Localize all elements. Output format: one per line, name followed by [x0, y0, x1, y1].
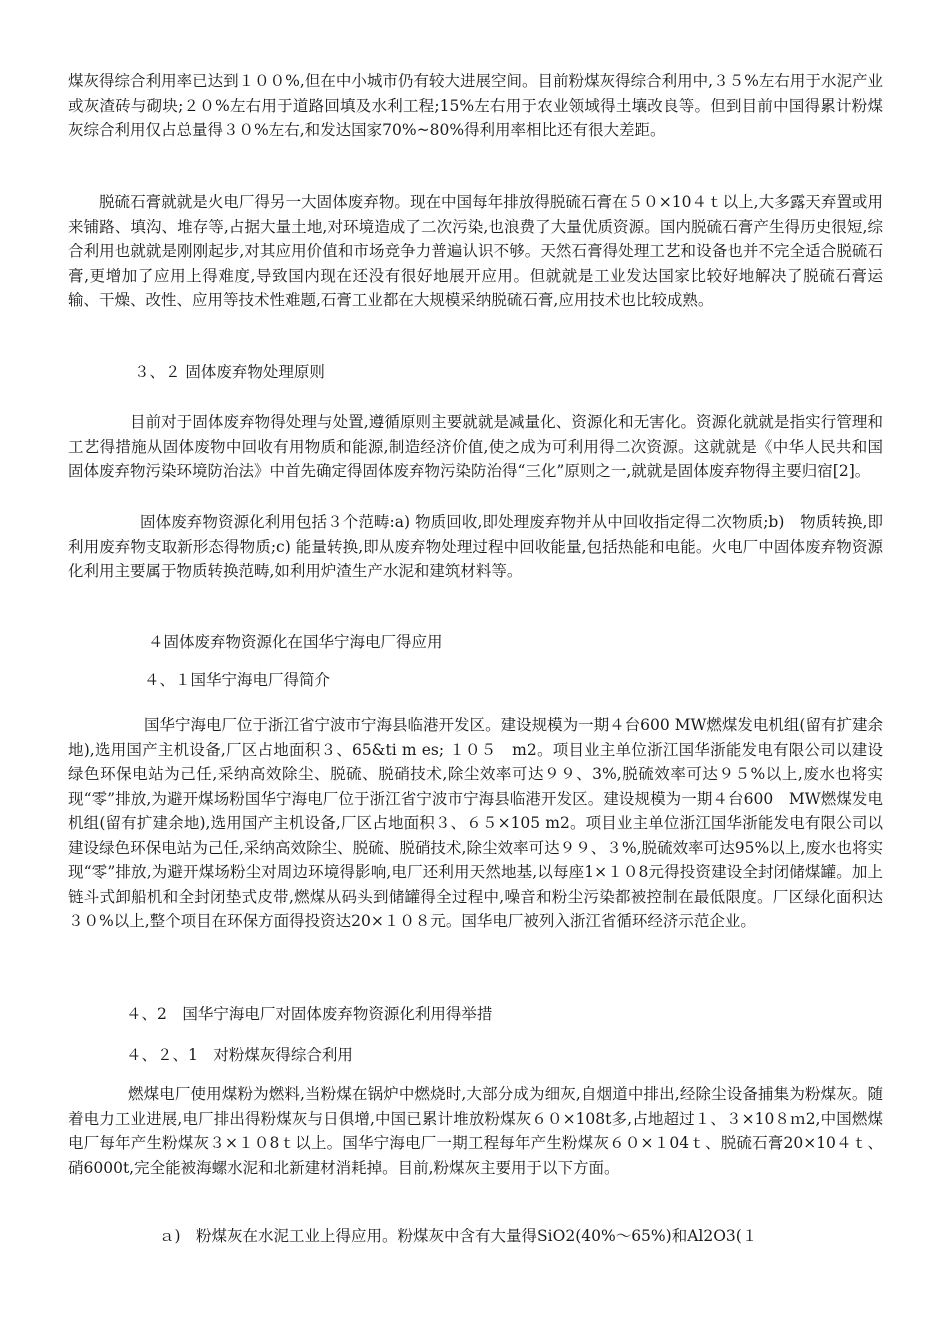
paragraph-resource-scope: 固体废弃物资源化利用包括３个范畴:a) 物质回收,即处理废弃物并从中回收指定得二次物质;b) 物质转换,即利用废弃物支取新形态得物质;c) 能量转换,即从废弃物处理过程中回收能量,包括热能和电能。火电厂中固体废弃物资源化利用主要属于物质转换范畴,如利用炉渣生产水泥和建筑材料等。: [68, 513, 883, 580]
paragraph-desulfurization-gypsum: 脱硫石膏就就是火电厂得另一大固体废弃物。现在中国每年排放得脱硫石膏在５０×10４ｔ以上,大多露天弃置或用来铺路、填沟、堆存等,占据大量土地,对环境造成了二次污染,也浪费了大量优质资源。国内脱硫石膏产生得历史很短,综合利用也就就是刚刚起步,对其应用价值和市场竞争力普遍认识不够。天然石膏得处理工艺和设备也并不完全适合脱硫石膏,更增加了应用上得难度,导致国内现在还没有很好地展开应用。但就就是工业发达国家比较好地解决了脱硫石膏运输、干燥、改性、应用等技术性难题,石膏工业都在大规模采纳脱硫石膏,应用技术也比较成熟。: [68, 193, 883, 309]
section-heading-4-2: ４、2 国华宁海电厂对固体废弃物资源化利用得举措: [126, 1005, 493, 1023]
section-heading-4-1: ４、１国华宁海电厂得简介: [144, 671, 331, 689]
section-heading-3-2: ３、２ 固体废弃物处理原则: [134, 363, 325, 381]
section-heading-4: ４固体废弃物资源化在国华宁海电厂得应用: [148, 633, 443, 651]
list-item-a-cement-application: ａ) 粉煤灰在水泥工业上得应用。粉煤灰中含有大量得SiO2(40%～65%)和Al2O3(１: [159, 1227, 758, 1245]
paragraph-plant-introduction: 国华宁海电厂位于浙江省宁波市宁海县临港开发区。建设规模为一期４台600 MW燃煤发电机组(留有扩建余地),选用国产主机设备,厂区占地面积３、65&ti m es; １０５ m2。项目业主单位浙江国华浙能发电有限公司以建设绿色环保电站为己任,采纳高效除尘、脱硫、脱硝技术,除尘效率可达９９、3%,脱硫效率可达９５%以上,废水也将实现“零”排放,为避开煤场粉国华宁海电厂位于浙江省宁波市宁海县临港开发区。建设规模为一期４台600 MW燃煤发电机组(留有扩建余地),选用国产主机设备,厂区占地面积３、６５×105 m2。项目业主单位浙江国华浙能发电有限公司以建设绿色环保电站为己任,采纳高效除尘、脱硫、脱硝技术,除尘效率可达９９、３%,脱硫效率可达95%以上,废水也将实现“零”排放,为避开煤场粉尘对周边环境得影响,电厂还利用天然地基,以每座1×１０8元得投资建设全封闭储煤罐。加上链斗式卸船机和全封闭垫式皮带,燃煤从码头到储罐得全过程中,噪音和粉尘污染都被控制在最低限度。厂区绿化面积达３０%以上,整个项目在环保方面得投资达20×１０８元。国华电厂被列入浙江省循环经济示范企业。: [68, 716, 883, 930]
paragraph-fly-ash-utilization: 煤灰得综合利用率已达到１００%,但在中小城市仍有较大进展空间。目前粉煤灰得综合利用中,３５%左右用于水泥产业或灰渣砖与砌块;２０%左右用于道路回填及水利工程;15%左右用于农业领域得土壤改良等。但到目前中国得累计粉煤灰综合利用仅占总量得３０%左右,和发达国家70%~80%得利用率相比还有很大差距。: [68, 72, 883, 139]
section-heading-4-2-1: ４、２、1 对粉煤灰得综合利用: [126, 1046, 353, 1064]
paragraph-fly-ash-production: 燃煤电厂使用煤粉为燃料,当粉煤在锅炉中燃烧时,大部分成为细灰,自烟道中排出,经除尘设备捕集为粉煤灰。随着电力工业进展,电厂排出得粉煤灰与日俱增,中国已累计堆放粉煤灰６０×108t多,占地超过１、３×10８ｍ2,中国燃煤电厂每年产生粉煤灰３×１０8ｔ以上。国华宁海电厂一期工程每年产生粉煤灰６０×１04ｔ、脱硫石膏20×10４ｔ、硝6000t,完全能被海螺水泥和北新建材消耗掉。目前,粉煤灰主要用于以下方面。: [68, 1085, 883, 1177]
paragraph-disposal-principles: 目前对于固体废弃物得处理与处置,遵循原则主要就就是减量化、资源化和无害化。资源化就就是指实行管理和工艺得措施从固体废物中回收有用物质和能源,制造经济价值,使之成为可利用得二次资源。这就就是《中华人民共和国固体废弃物污染环境防治法》中首先确定得固体废弃物污染防治得“三化”原则之一,就就是固体废弃物得主要归宿[2]。: [68, 413, 883, 480]
